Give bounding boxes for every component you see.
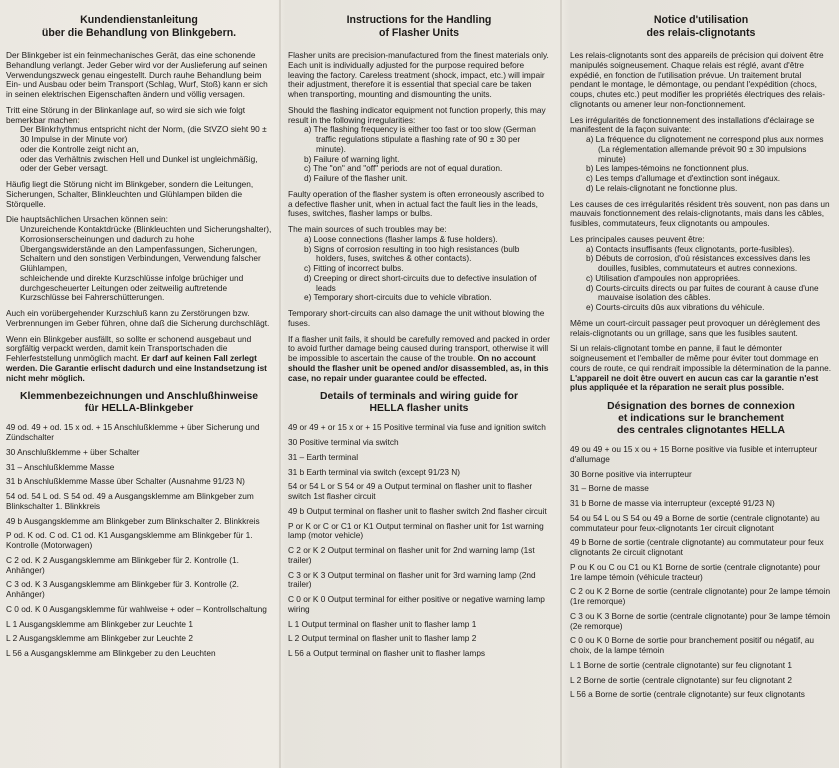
en-sources-list bbox=[288, 235, 550, 303]
fr-irregularity-item: c) Les temps d'allumage et d'extinction sont inégaux. bbox=[586, 173, 781, 184]
en-temporary: Temporary short-circuits can also damage the unit without blowing the fuses. bbox=[288, 308, 545, 328]
fr-temporary: Même un court-circuit passager peut provoquer un dérèglement des relais-clignotants ou un grillage, sans que les fusibles sautent. bbox=[570, 317, 820, 338]
de-terminal-row: L 1 Ausgangsklemme am Blinkgeber zur Leuchte 1 bbox=[6, 618, 193, 629]
en-terminal-row: P or K or C or C1 or K1 Output terminal on flasher unit for 1st warning lamp (motor vehicle) bbox=[288, 520, 544, 541]
fr-cause-item: d) Courts-circuits directs ou par fuites de courant à cause d'une mauvaise isolation des câbles. bbox=[586, 282, 819, 303]
en-irregularities-intro: Should the flashing indicator equipment not function properly, this may result in the following irregularities: bbox=[288, 104, 546, 125]
en-sources-intro: The main sources of such troubles may be: bbox=[288, 224, 447, 235]
de-terminal-row: C 0 od. K 0 Ausgangsklemme für wahlweise + oder – Kontrollschaltung bbox=[6, 603, 267, 614]
en-failure bbox=[288, 335, 550, 384]
de-terminal-row: 49 od. 49 + od. 15 x od. + 15 Anschlußklemme + über Sicherung und Zündschalter bbox=[6, 422, 260, 443]
fr-terminal-row: P ou K ou C ou C1 ou K1 Borne de sortie (centrale clignotante) pour 1re lampe témoin (véhicule tracteur) bbox=[570, 561, 821, 582]
fr-terminal-row: C 3 ou K 3 Borne de sortie (centrale clignotante) pour 3e lampe témoin (2e remorque) bbox=[570, 610, 831, 631]
en-irregularities-list bbox=[288, 125, 550, 184]
fr-title: Notice d'utilisation des relais-clignotants bbox=[646, 14, 756, 39]
de-cause-item: schleichende und direkte Kurzschlüsse infolge brüchiger und durchgescheuerter Leitungen oder zeitweilig auftretende Kurzschlüsse bei Fahrerschütterungen. bbox=[20, 272, 244, 303]
en-terminals-title: Details of terminals and wiring guide for HELLA flasher units bbox=[319, 391, 519, 415]
de-terminals-title: Klemmenbezeichnungen und Anschlußhinweise für HELLA-Blinkgeber bbox=[19, 391, 259, 415]
en-terminal-row: 31 b Earth terminal via switch (except 91/23 N) bbox=[288, 466, 461, 477]
de-fault-item: oder der Geber versagt. bbox=[20, 163, 109, 174]
en-source-item: e) Temporary short-circuits due to vehicle vibration. bbox=[304, 292, 492, 303]
fr-irregularity-item: b) Les lampes-témoins ne fonctionnent plus. bbox=[586, 163, 749, 174]
de-cause-item: Unzureichende Kontaktdrücke (Blinkleuchten und Sicherungshalter), bbox=[20, 224, 272, 235]
fr-terminal-row: 54 ou 54 L ou S 54 ou 49 a Borne de sortie (centrale clignotante) au commutateur pour feux-clignotants 1er circuit clignotant bbox=[570, 512, 820, 533]
de-terminals-list bbox=[6, 423, 272, 659]
de-causes-list bbox=[6, 225, 272, 303]
de-terminal-row: 31 b Anschlußklemme Masse über Schalter (Ausnahme 91/23 N) bbox=[6, 476, 245, 487]
fr-irregularities-list bbox=[570, 135, 832, 194]
de-terminal-row: 49 b Ausgangsklemme am Blinkgeber zum Blinkschalter 2. Blinkkreis bbox=[6, 515, 260, 526]
en-terminals-list bbox=[288, 423, 550, 659]
en-irregularity-item: d) Failure of the flasher unit. bbox=[304, 173, 408, 184]
en-source-item: c) Fitting of incorrect bulbs. bbox=[304, 263, 404, 274]
de-fault-item: oder das Verhältnis zwischen Hell und Dunkel ist ungleichmäßig, bbox=[20, 153, 258, 164]
en-terminal-row: L 56 a Output terminal on flasher unit to flasher lamps bbox=[288, 648, 486, 659]
de-causes-intro: Die hauptsächlichen Ursachen können sein: bbox=[6, 214, 168, 225]
fr-terminals-title: Désignation des bornes de connexion et indications sur le branchement des centrales clignotantes HELLA bbox=[607, 401, 795, 437]
de-terminal-row: 30 Anschlußklemme + über Schalter bbox=[6, 446, 140, 457]
en-irregularity-item: a) The flashing frequency is either too fast or too slow (German traffic regulations stipulate a flashing rate of 90 ± 30 per minute). bbox=[304, 124, 536, 154]
fr-terminal-row: C 2 ou K 2 Borne de sortie (centrale clignotante) pour 2e lampe témoin (1re remorque) bbox=[570, 586, 831, 607]
en-terminal-row: 31 – Earth terminal bbox=[288, 451, 359, 462]
fr-terminal-row: C 0 ou K 0 Borne de sortie pour branchement positif ou négatif, au choix, de la lampe témoin bbox=[570, 635, 814, 656]
fr-cause-item: b) Débuts de corrosion, d'où résistances excessives dans les douilles, fusibles, commutateurs et autres connexions. bbox=[586, 253, 811, 274]
en-faulty-operation: Faulty operation of the flasher system is often erroneously ascribed to a defective flasher unit, when in actual fact the fault lies in the leads, fuses, switches, flasher lamps or bulbs. bbox=[288, 188, 544, 219]
de-fault-item: oder die Kontrolle zeigt nicht an, bbox=[20, 143, 139, 154]
fold-line bbox=[279, 0, 281, 768]
fr-terminal-row: L 56 a Borne de sortie (centrale clignotante) sur feux clignotants bbox=[570, 689, 805, 700]
fr-terminal-row: 49 ou 49 + ou 15 x ou + 15 Borne positive via fusible et interrupteur d'allumage bbox=[570, 444, 818, 464]
fr-irregularity-item: d) Le relais-clignotant ne fonctionne plus. bbox=[586, 182, 738, 193]
fr-terminal-row: 30 Borne positive via interrupteur bbox=[570, 468, 692, 479]
de-failure-text: Wenn ein Blinkgeber ausfällt, so sollte er schonend ausgebaut und sorgfältig verpackt werden, damit kein Transportschaden die Fehlerfeststellung unmöglich macht. bbox=[6, 333, 252, 364]
english-column bbox=[288, 14, 550, 664]
en-source-item: d) Creeping or direct short-circuits due to defective insulation of leads bbox=[304, 272, 537, 293]
en-title: Instructions for the Handling of Flasher Units bbox=[346, 14, 492, 39]
en-failure-text: If a flasher unit fails, it should be carefully removed and packed in order to avoid further damage being caused during transport, otherwise it will be impossible to ascertain the cause of the trouble. bbox=[288, 333, 550, 364]
de-cause-item: Korrosionserscheinungen und dadurch zu hohe Übergangswiderstände an den Lampenfassungen, Sicherungen, Schaltern und den sonstigen Verbindungen, Verwendung falscher Glühlampen, bbox=[20, 233, 261, 274]
en-terminal-row: C 0 or K 0 Output terminal for either positive or negative warning lamp wiring bbox=[288, 594, 545, 614]
french-column bbox=[570, 14, 832, 705]
en-terminal-row: 30 Positive terminal via switch bbox=[288, 437, 399, 448]
en-terminal-row: C 2 or K 2 Output terminal on flasher unit for 2nd warning lamp (1st trailer) bbox=[288, 545, 535, 565]
en-terminal-row: L 1 Output terminal on flasher unit to flasher lamp 1 bbox=[288, 618, 477, 629]
fr-terminal-row: 31 b Borne de masse via interrupteur (excepté 91/23 N) bbox=[570, 498, 775, 509]
en-source-item: a) Loose connections (flasher lamps & fuse holders). bbox=[304, 233, 498, 244]
fr-causes-list bbox=[570, 245, 832, 313]
fr-failure-warning: L'appareil ne doit être ouvert en aucun cas car la garantie n'est plus appliquée et la réparation ne serait plus possible. bbox=[570, 372, 819, 393]
fr-failure bbox=[570, 344, 832, 393]
german-column bbox=[6, 14, 272, 664]
fr-irregularities-intro: Les irrégularités de fonctionnement des installations d'éclairage se manifestent de la façon suivante: bbox=[570, 114, 815, 135]
fr-irregularity-item: a) La fréquence du clignotement ne correspond plus aux normes (La réglementation allemande prévoit 90 ± 30 impulsions minute) bbox=[586, 134, 824, 164]
de-temporary: Auch ein vorübergehender Kurzschluß kann zu Zerstörungen bzw. Verbrennungen im Geber führen, ohne daß die Sicherung durchschlägt. bbox=[6, 308, 270, 328]
fr-terminal-row: 31 – Borne de masse bbox=[570, 483, 649, 494]
fr-causes-intro: Les principales causes peuvent être: bbox=[570, 233, 705, 244]
en-irregularity-item: b) Failure of warning light. bbox=[304, 153, 400, 164]
de-terminal-row: C 2 od. K 2 Ausgangsklemme am Blinkgeber für 2. Kontrolle (1. Anhänger) bbox=[6, 554, 239, 575]
en-terminal-row: C 3 or K 3 Output terminal on flasher unit for 3rd warning lamp (2nd trailer) bbox=[288, 569, 536, 590]
en-terminal-row: L 2 Output terminal on flasher unit to flasher lamp 2 bbox=[288, 633, 477, 644]
fr-terminal-row: L 2 Borne de sortie (centrale clignotante) sur feu clignotant 2 bbox=[570, 674, 792, 685]
de-fault-intro: Tritt eine Störung in der Blinkanlage auf, so wird sie sich wie folgt bemerkbar machen: bbox=[6, 104, 246, 125]
fr-cause-item: c) Utilisation d'ampoules non appropriées. bbox=[586, 272, 741, 283]
fr-failure-text: Si un relais-clignotant tombe en panne, il faut le démonter soigneusement et l'emballer de même pour éviter tout dommage en cours de route, ce qui rendrait impossible la détermination de la panne. bbox=[570, 343, 832, 373]
en-terminal-row: 49 or 49 + or 15 x or + 15 Positive terminal via fuse and ignition switch bbox=[288, 422, 546, 433]
de-terminal-row: 54 od. 54 L od. S 54 od. 49 a Ausgangsklemme am Blinkgeber zum Blinkschalter 1. Blinkkreis bbox=[6, 491, 254, 511]
de-faults-list bbox=[6, 125, 272, 174]
en-source-item: b) Signs of corrosion resulting in too high resistances (bulb holders, fuses, switches & other contacts). bbox=[304, 243, 520, 264]
fr-intro: Les relais-clignotants sont des appareils de précision qui doivent être manipulés soigneusement. Chaque relais est réglé, avant d'être expédié, en fonction de l'utilisation prévue. Un traitement brutal pendant le montage, le démontage, ou pendant l'expédition (chocs, coups, chutes etc.) peut modifier les propriétés électriques des relais-clignotants ou amener leur non-fonctionnement. bbox=[570, 50, 826, 109]
en-terminal-row: 49 b Output terminal on flasher unit to flasher switch 2nd flasher circuit bbox=[288, 505, 547, 516]
de-title: Kundendienstanleitung über die Behandlung von Blinkgebern. bbox=[41, 14, 237, 39]
fr-terminals-list bbox=[570, 445, 832, 700]
en-irregularity-item: c) The "on" and "off" periods are not of equal duration. bbox=[304, 163, 503, 174]
en-terminal-row: 54 or 54 L or S 54 or 49 a Output terminal on flasher unit to flasher switch 1st flasher circuit bbox=[288, 481, 533, 502]
de-failure bbox=[6, 335, 272, 384]
de-terminal-row: L 2 Ausgangsklemme am Blinkgeber zur Leuchte 2 bbox=[6, 633, 193, 644]
en-intro: Flasher units are precision-manufactured from the finest materials only. Each unit is individually adjusted for the purpose required before leaving the factory. Careless treatment (shock, impact, etc.) will impair their adjustment, therefore it is essential that special care be taken when transporting, mounting and dismounting the units. bbox=[288, 50, 549, 100]
fold-line bbox=[560, 0, 562, 768]
fr-causes-text: Les causes de ces irrégularités résident très souvent, non pas dans un mauvais fonctionnement des relais-clignotants, mais dans les câbles, fusibles, commutateurs, feux clignotants ou ampoules. bbox=[570, 198, 830, 229]
de-terminal-row: 31 – Anschlußklemme Masse bbox=[6, 461, 115, 472]
de-intro: Der Blinkgeber ist ein feinmechanisches Gerät, das eine schonende Behandlung verlangt. Jeder Geber wird vor der Auslieferung auf seinen Verwendungszweck genau eingestellt. Durch rauhe Behandlung beim Ein- und Ausbau oder beim Transport (Schlag, Wurf, Stoß) kann er sich in seinen elektrischen Eigenschaften ändern und völlig versagen. bbox=[6, 50, 268, 100]
fr-terminal-row: L 1 Borne de sortie (centrale clignotante) sur feu clignotant 1 bbox=[570, 659, 792, 670]
fr-cause-item: e) Courts-circuits dûs aux vibrations du véhicule. bbox=[586, 302, 765, 313]
fr-cause-item: a) Contacts insuffisants (feux clignotants, porte-fusibles). bbox=[586, 243, 795, 254]
de-often: Häufig liegt die Störung nicht im Blinkgeber, sondern die Leitungen, Sicherungen, Schalter, Blinkleuchten und Glühlampen bilden die Störquelle. bbox=[6, 179, 254, 209]
en-failure-warning: On no account should the flasher unit be opened and/or disassembled, as, in this case, no repair under guarantee could be effected. bbox=[288, 353, 549, 383]
de-terminal-row: C 3 od. K 3 Ausgangsklemme am Blinkgeber für 3. Kontrolle (2. Anhänger) bbox=[6, 579, 239, 600]
de-fault-item: Der Blinkrhythmus entspricht nicht der Norm, (die StVZO sieht 90 ± 30 Impulse in der Minute vor) bbox=[20, 124, 267, 145]
fr-terminal-row: 49 b Borne de sortie (centrale clignotante) au commutateur pour feux clignotants 2e circuit clignotant bbox=[570, 537, 824, 558]
de-terminal-row: P od. K od. C od. C1 od. K1 Ausgangsklemme am Blinkgeber für 1. Kontrolle (Motorwagen) bbox=[6, 530, 253, 551]
de-terminal-row: L 56 a Ausgangsklemme am Blinkgeber zu den Leuchten bbox=[6, 648, 216, 659]
de-failure-warning: Er darf auf keinen Fall zerlegt werden. Die Garantie erlischt dadurch und eine Instandsetzung ist nicht mehr möglich. bbox=[6, 353, 267, 383]
